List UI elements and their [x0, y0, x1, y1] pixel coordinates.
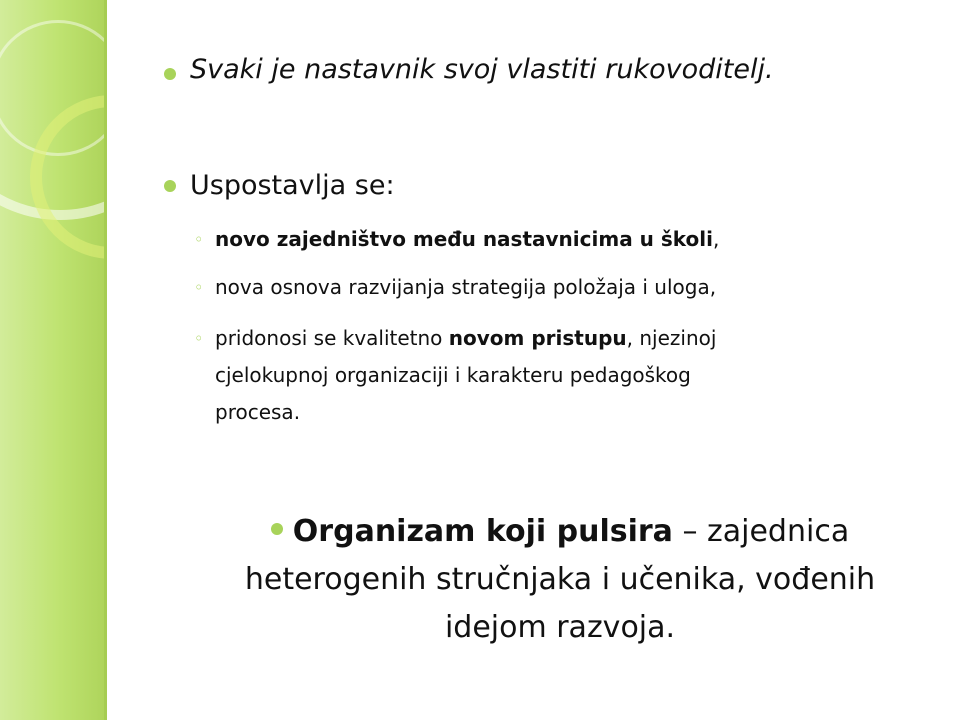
closing-bold: Organizam koji pulsira	[292, 514, 673, 549]
sub-bullet-community	[215, 224, 935, 254]
sub-bullet-icon: ◦	[194, 329, 204, 348]
closing-line2: heterogenih stručnjaka i učenika, vođenih	[244, 562, 876, 597]
closing-line3: idejom razvoja.	[444, 610, 676, 645]
sub-bullet-approach	[215, 323, 935, 427]
sub-bullet-community-tail: ,	[712, 227, 720, 251]
sub-bullet-icon: ◦	[194, 230, 204, 249]
sub-bullet-approach-line1	[215, 323, 935, 353]
sub-bullet-approach-bold: novom pristupu	[448, 326, 627, 350]
closing-line1	[200, 508, 920, 556]
sub-bullet-approach-line2: cjelokupnoj organizaciji i karakteru pedagoškog	[215, 363, 691, 387]
closing-statement	[200, 508, 920, 652]
sub-bullet-approach-pre: pridonosi se kvalitetno	[215, 326, 449, 350]
sub-bullet-icon: ◦	[194, 278, 204, 297]
sub-bullet-approach-line3: procesa.	[215, 400, 301, 424]
side-band-edge	[104, 0, 107, 720]
bullet-teacher-manager: Svaki je nastavnik svoj vlastiti rukovoditelj.	[190, 54, 774, 85]
closing-tail: – zajednica	[672, 514, 850, 549]
bullet-establishes: Uspostavlja se:	[190, 170, 395, 201]
sub-bullet-community-bold: novo zajedništvo među nastavnicima u školi	[215, 227, 713, 251]
slide-content	[160, 0, 930, 720]
decorative-side-band	[0, 0, 106, 720]
bullet-dot-icon	[164, 180, 176, 192]
bullet-dot-icon	[271, 523, 283, 535]
bullet-dot-icon	[164, 68, 176, 80]
sub-bullet-strategy: nova osnova razvijanja strategija položaja i uloga,	[215, 275, 717, 299]
sub-bullet-approach-tail: , njezinoj	[626, 326, 717, 350]
